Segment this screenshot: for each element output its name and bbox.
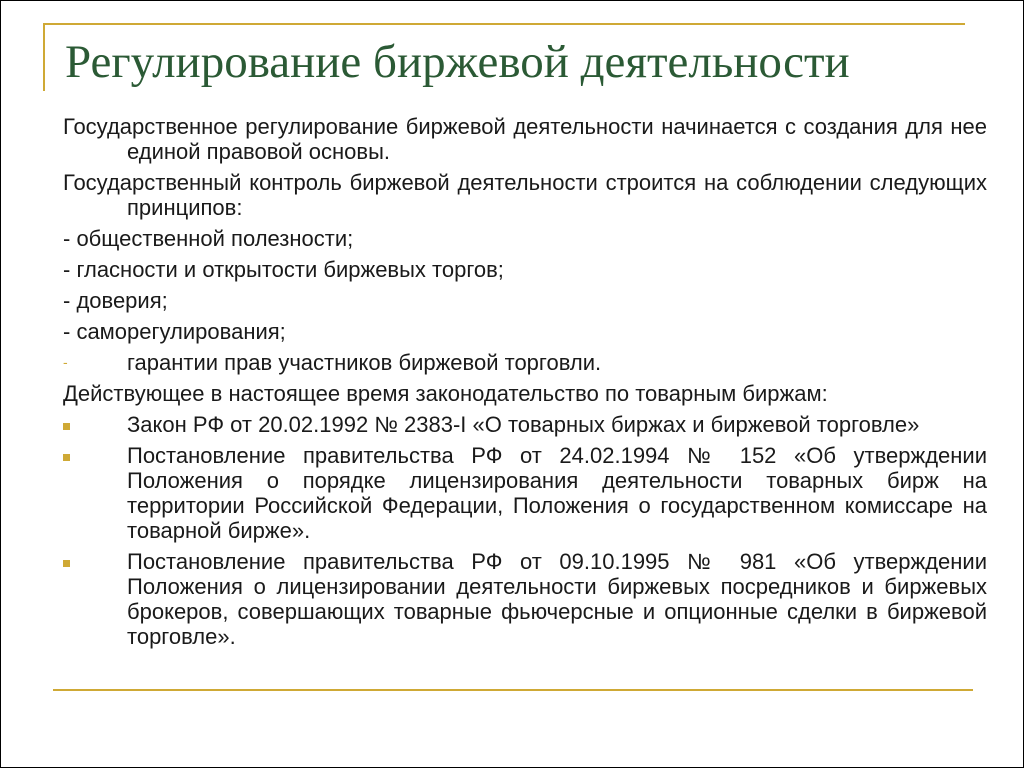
legislation-text: Закон РФ от 20.02.1992 № 2383-I «О товарных биржах и биржевой торговле» [127, 412, 920, 437]
principles-intro: Государственный контроль биржевой деятельности строится на соблюдении следующих принципов: [63, 170, 987, 220]
bottom-divider [53, 689, 973, 691]
legislation-text: Постановление правительства РФ от 24.02.1994 № 152 «Об утверждении Положения о порядке лицензирования деятельности товарных бирж на территории Российской Федерации, Положения о государственном комиссаре на товарной бирже». [127, 443, 987, 543]
slide-title: Регулирование биржевой деятельности [65, 36, 850, 88]
legislation-item [63, 549, 987, 649]
legislation-item [63, 412, 987, 437]
dash-bullet-icon: - [63, 354, 68, 370]
intro-paragraph: Государственное регулирование биржевой деятельности начинается с создания для нее единой правовой основы. [63, 114, 987, 164]
square-bullet-icon [63, 454, 70, 461]
legislation-intro: Действующее в настоящее время законодательство по товарным биржам: [63, 381, 828, 406]
legislation-item [63, 443, 987, 543]
legislation-text: Постановление правительства РФ от 09.10.1995 № 981 «Об утверждении Положения о лицензировании деятельности биржевых посредников и биржевых брокеров, совершающих товарные фьючерсные и опционные сделки в биржевой торговле». [127, 549, 987, 649]
square-bullet-icon [63, 423, 70, 430]
top-divider [43, 23, 965, 25]
principle-item-last [63, 350, 987, 375]
principle-item: - доверия; [63, 288, 168, 313]
principle-item: - гласности и открытости биржевых торгов; [63, 257, 504, 282]
square-bullet-icon [63, 560, 70, 567]
slide-body [63, 114, 987, 655]
principle-text: гарантии прав участников биржевой торговли. [127, 350, 602, 375]
principle-item: - общественной полезности; [63, 226, 354, 251]
principle-item: - саморегулирования; [63, 319, 286, 344]
left-divider [43, 23, 45, 91]
